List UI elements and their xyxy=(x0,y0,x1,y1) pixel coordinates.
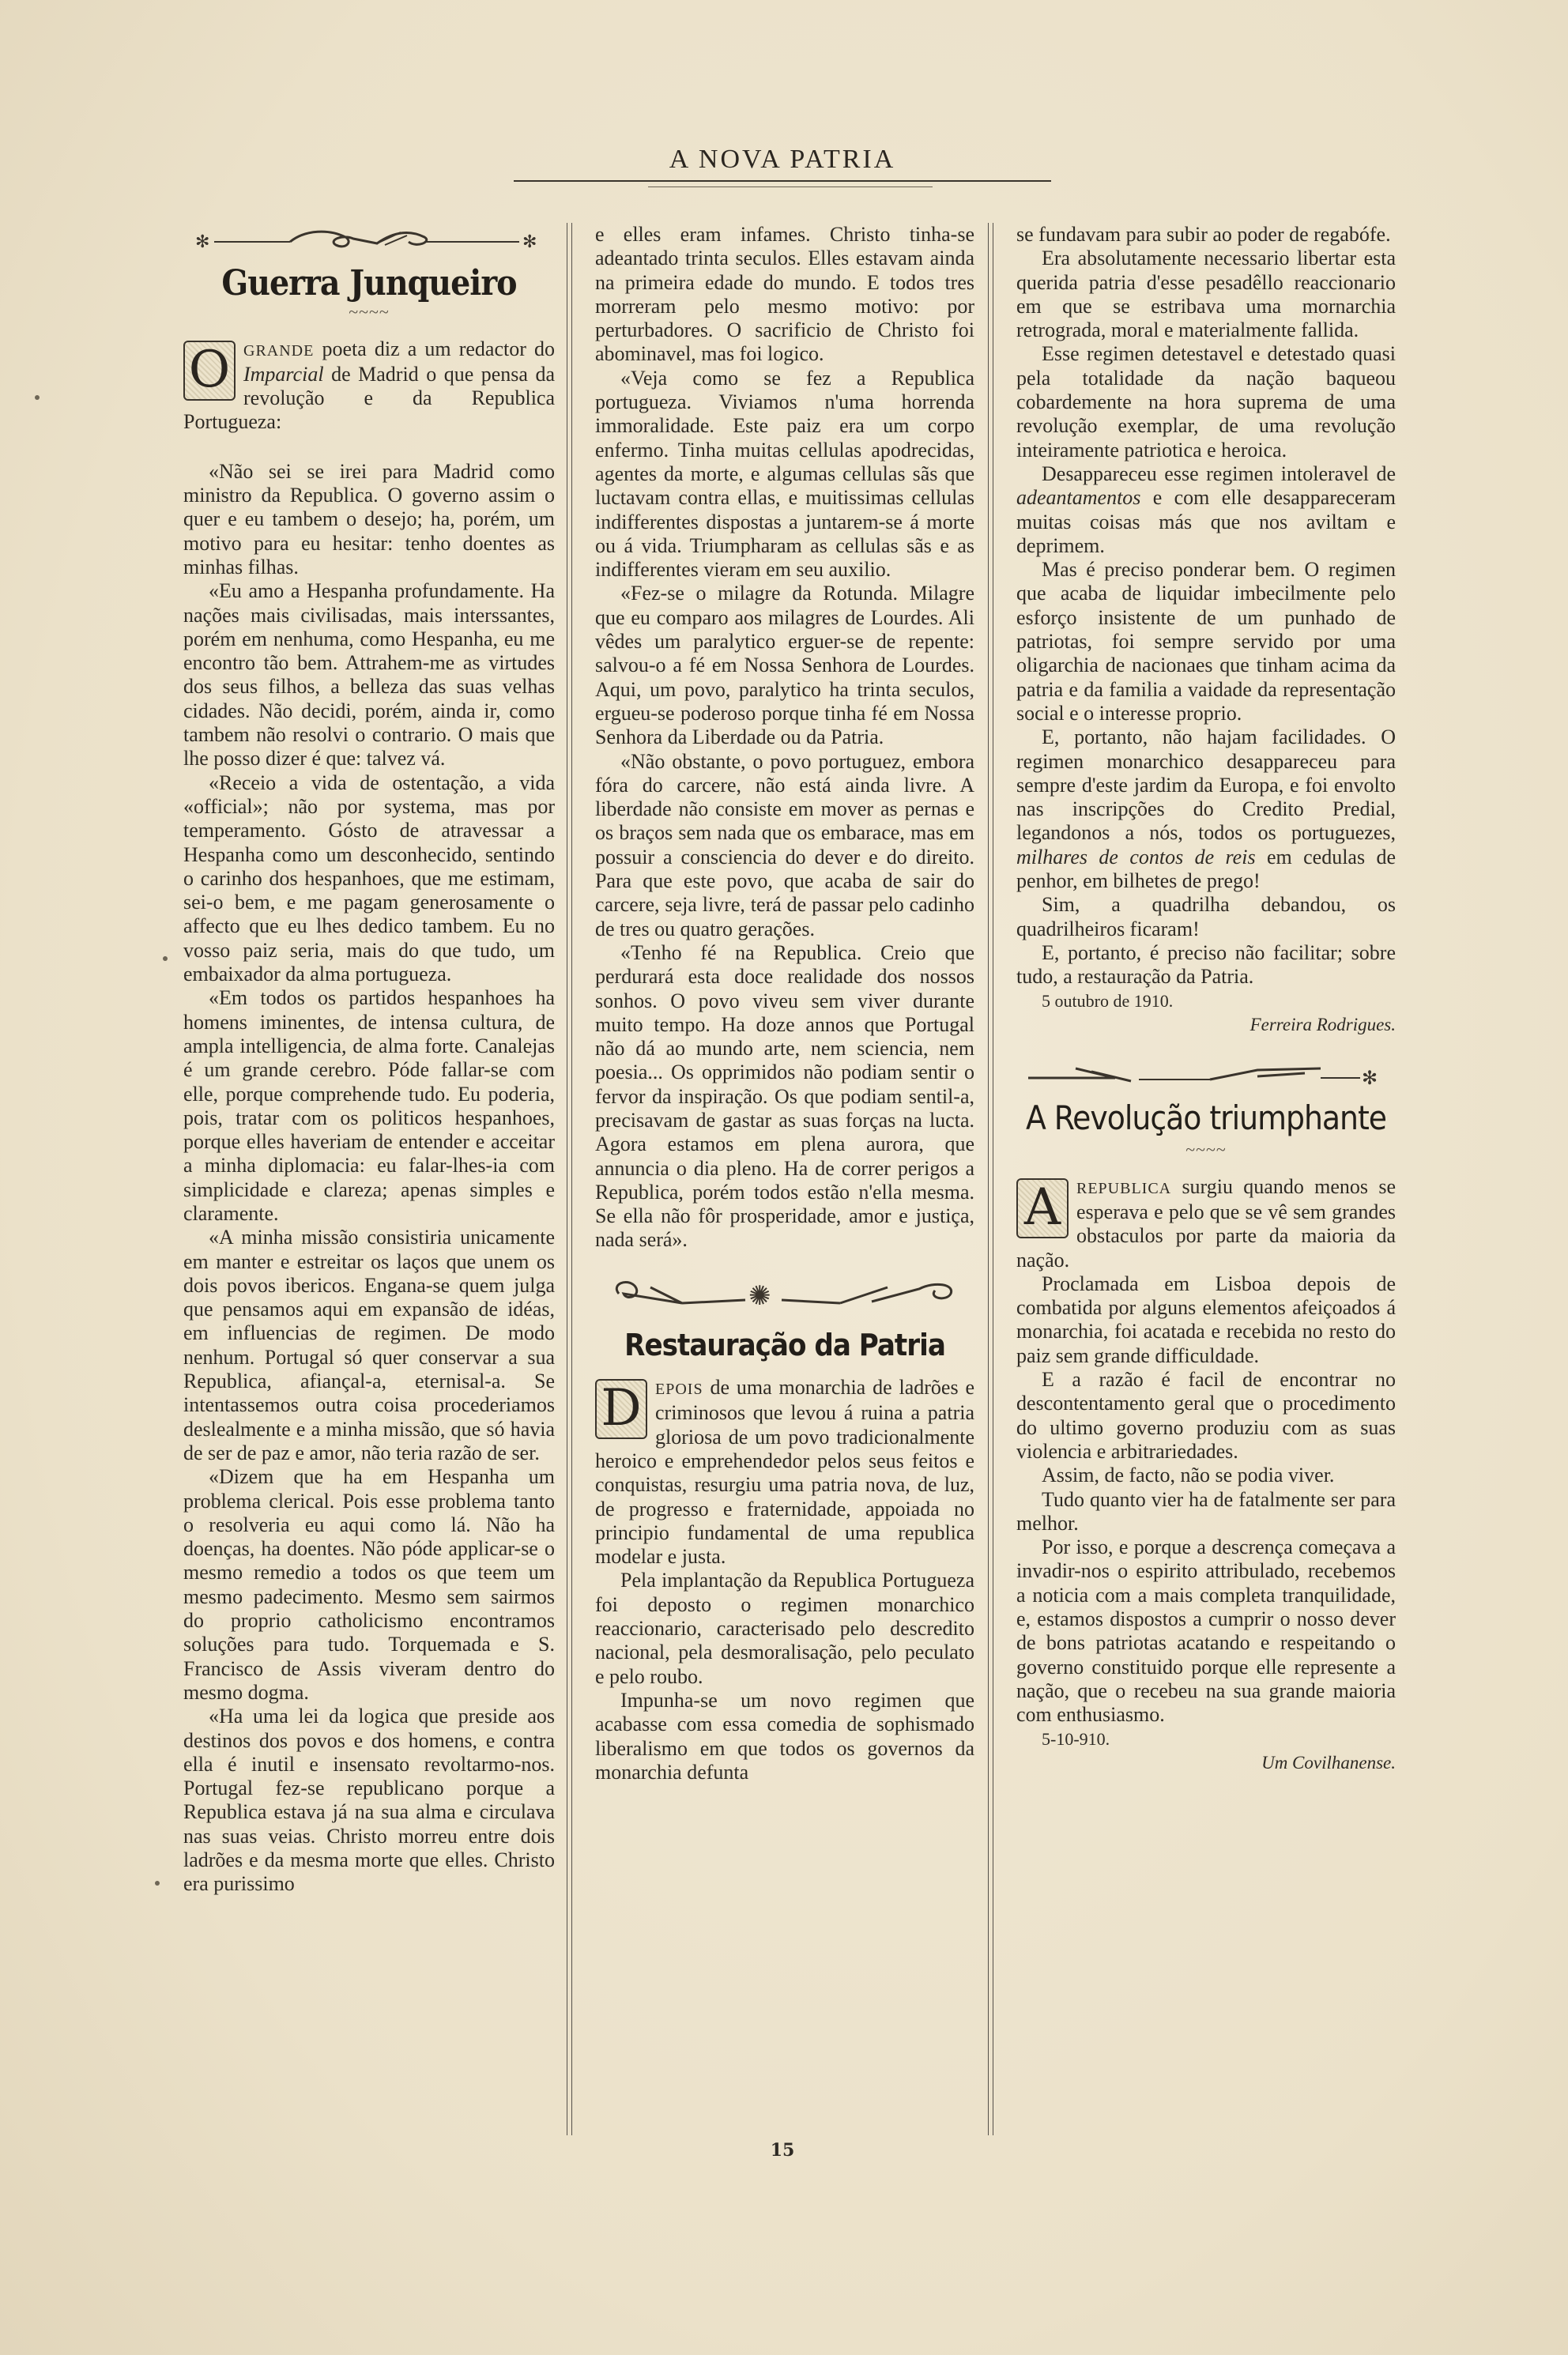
running-header-title: A NOVA PATRIA xyxy=(669,145,896,174)
drop-cap: A xyxy=(1016,1178,1069,1238)
paragraph: «Não sei se irei para Madrid como ministro da Republica. O governo assim o quer e eu tambem o desejo; ha, porém, um motivo para eu hesitar: tenho doentes as minhas filhas. xyxy=(183,459,555,578)
column-3 xyxy=(1016,223,1396,1775)
paragraph: Por isso, e porque a descrença começava a invadir-nos o espirito attribulado, recebemos a noticia com a mais completa tranquilidade, e, estamos dispostos a cumprir o nosso dever de bons patriotas acatando e respeitando o governo constituido porque elle represente a nação, que o recebeu na sua grande maioria com enthusiasmo. xyxy=(1016,1535,1396,1727)
article-title-revolucao: A Revolução triumphante xyxy=(1025,1098,1387,1138)
paragraph: Impunha-se um novo regimen que acabasse com essa comedia de sophismado liberalismo em que todos os governos da monarchia defunta xyxy=(595,1688,974,1784)
paragraph xyxy=(1016,725,1396,893)
drop-cap: D xyxy=(595,1379,647,1439)
column-2 xyxy=(595,223,974,1784)
paragraph: «Dizem que ha em Hespanha um problema clerical. Pois esse problema tanto o resolveria eu aqui como lá. Não ha doenças, ha doentes. Não póde applicar-se o mesmo remedio a todos os que teem um mesmo padecimento. Mesmo sem sairmos do proprio catholicismo encontramos soluções para tudo. Torquemada e S. Francisco de Assis viveram dentro do mesmo dogma. xyxy=(183,1465,555,1704)
article-title-guerra-junqueiro: Guerra Junqueiro xyxy=(221,263,517,303)
paragraph: «Em todos os partidos hespanhoes ha homens iminentes, de intensa cultura, de ampla intelligencia, de alma forte. Canalejas é um grande cerebro. Póde fallar-se com elle, porque comprehende tudo. Eu poderia, pois, tratar com os politicos hespanhoes, porque elles haveriam de entender e acceitar a minha diplomacia: eu falar-lhes-ia com simplicidade e clareza; apenas simples e claramente. xyxy=(183,986,555,1225)
article2-intro xyxy=(595,1376,974,1569)
paragraph: se fundavam para subir ao poder de regabófe. xyxy=(1016,223,1391,246)
article-date: 5 outubro de 1910. xyxy=(1042,990,1174,1011)
intro-small-caps: REPUBLICA xyxy=(1076,1179,1172,1197)
paragraph: «Receio a vida de ostentação, a vida «official»; não por systema, mas por temperamento. Gósto de atravessar a Hespanha como um desconhecido, sentindo o carinho dos hespanhoes, que me estimam, sei-o bem, e me pagam generosamente o affecto que eu lhes dedico tambem. Eu no vosso paiz seria, mais do que tudo, um embaixador da alma portugueza. xyxy=(183,771,555,986)
column-rule xyxy=(571,223,572,2135)
paragraph: E a razão é facil de encontrar no descontentamento geral que o procedimento do ultimo governo produziu com as suas violencia e arbitrariedades. xyxy=(1016,1368,1396,1463)
ornament-flourish-icon xyxy=(1020,1059,1392,1091)
article3-intro xyxy=(1016,1175,1396,1272)
paragraph-text: E, portanto, não hajam facilidades. O regimen monarchico desappareceu para sempre d'este jardim da Europa, e foi envolto nas inscripções do Credito Predial, legandonos a nós, todos os portuguezes, xyxy=(1016,725,1396,845)
title-tilde-ornament: ~~~~ xyxy=(349,302,390,322)
intro-small-caps: GRANDE xyxy=(243,341,315,360)
paragraph: Assim, de facto, não se podia viver. xyxy=(1042,1464,1335,1487)
column-rule xyxy=(988,223,989,2135)
intro-text: poeta diz a um redactor do xyxy=(314,337,555,360)
paragraph: «A minha missão consistiria unicamente em manter e estreitar os laços que unem os dois povos ibericos. Engana-se quem julga que pensamos aqui em expansão de idéas, em influencias de regimen. De modo nenhum. Portugal só quer conservar a sua Republica, afiançal-a, eternisal-a. Se intentassemos outra coisa procederiamos deslealmente e a minha missão, que só havia de ser de paz e amor, não teria razão de ser. xyxy=(183,1226,555,1464)
paper-speck xyxy=(163,956,168,961)
paragraph xyxy=(1016,462,1396,558)
paragraph: Esse regimen detestavel e detestado quasi pela totalidade da nação baqueou cobardemente na hora suprema de uma revolução exemplar, de uma revolução inteiramente patriotica e heroica. xyxy=(1016,342,1396,462)
page-number: 15 xyxy=(770,2140,795,2161)
paragraph: «Eu amo a Hespanha profundamente. Ha nações mais civilisadas, mais interssantes, porém em nenhuma, como Hespanha, eu me encontro tão bem. Attrahem-me as virtudes dos seus filhos, a belleza das suas velhas cidades. Não decidi, porém, ainda ir, como tambem não resolvi o contrario. O mais que lhe posso dizer é que: talvez vá. xyxy=(183,579,555,771)
paragraph-text: Desappareceu esse regimen intoleravel de xyxy=(1042,462,1396,485)
ornament-flourish-icon xyxy=(195,226,543,258)
paragraph: Mas é preciso ponderar bem. O regimen que acaba de liquidar imbecilmente pelo esforço insistente de um punhado de patriotas, foi sempre servido por uma oligarchia de nacionaes que tinham acima da patria e da familia a vaidade da representação social e o interesse proprio. xyxy=(1016,558,1396,725)
paragraph-text: e com elle desappareceram muitas coisas más que nos aviltam e deprimem. xyxy=(1016,486,1396,557)
paragraph: «Veja como se fez a Republica portugueza. Viviamos n'uma horrenda immoralidade. Este paiz era um corpo enfermo. Tinha muitas cellulas apodrecidas, agentes da morte, e algumas cellulas sãs que luctavam contra ellas, e muitissimas cellulas indifferentes dispostas a juntarem-se á morte ou á vida. Triumpharam as cellulas sãs e as indifferentes vieram em seu auxilio. xyxy=(595,366,974,582)
paragraph: Proclamada em Lisboa depois de combatida por alguns elementos afeiçoados á monarchia, foi acatada e recebida no resto do paiz sem grande difficuldade. xyxy=(1016,1272,1396,1367)
paragraph: Sim, a quadrilha debandou, os quadrilheiros ficaram! xyxy=(1016,893,1396,940)
svg-text:✺: ✺ xyxy=(748,1281,771,1311)
intro-small-caps: EPOIS xyxy=(655,1381,703,1399)
intro-text: de Madrid o que pensa da revolução e da Republica Portugueza: xyxy=(183,362,555,434)
paragraph: e elles eram infames. Christo tinha-se adeantado trinta seculos. Elles estavam ainda na primeira edade do mundo. E todos tres morreram pelo mesmo motivo: por perturbadores. O sacrificio de Christo foi abominavel, mas foi logico. xyxy=(595,223,974,366)
paragraph-emphasis: milhares de contos de reis xyxy=(1016,845,1256,869)
title-tilde-ornament: ~~~~ xyxy=(1185,1140,1227,1160)
paragraph-emphasis: adeantamentos xyxy=(1016,486,1141,510)
svg-text:✻: ✻ xyxy=(195,232,210,251)
column-1 xyxy=(183,223,555,1897)
article1-intro xyxy=(183,337,555,435)
paragraph: Pela implantação da Republica Portugueza foi deposto o regimen monarchico reaccionario, caracterisado pelo descredito nacional, pela desmoralisação, pelo peculato e pelo roubo. xyxy=(595,1569,974,1688)
paragraph: «Fez-se o milagre da Rotunda. Milagre que eu comparo aos milagres de Lourdes. Ali vêdes um paralytico erguer-se de repente: salvou-o a fé em Nossa Senhora de Lourdes. Aqui, um povo, paralytico ha trinta seculos, ergueu-se poderoso porque tinha fé em Nossa Senhora da Liberdade ou da Patria. xyxy=(595,582,974,749)
intro-text: surgiu quando menos se esperava e pelo que se vê sem grandes obstaculos por parte da maioria da nação. xyxy=(1016,1174,1396,1272)
article-signature: Ferreira Rodrigues. xyxy=(1250,1014,1396,1034)
svg-text:✻: ✻ xyxy=(1362,1068,1378,1090)
paragraph: «Ha uma lei da logica que preside aos destinos dos povos e dos homens, e contra ella é inutil e insensato revoltarmo-nos. Portugal fez-se republicano porque a Republica estava já na sua alma e circulava nas suas veias. Christo morreu entre dois ladrões e da mesma morte que elles. Christo era purissimo xyxy=(183,1705,555,1896)
svg-text:✻: ✻ xyxy=(522,232,537,251)
paper-speck xyxy=(155,1881,160,1886)
article-signature: Um Covilhanense. xyxy=(1261,1752,1396,1773)
intro-emphasis: Imparcial xyxy=(243,362,324,386)
article-title-restauracao: Restauração da Patria xyxy=(624,1327,945,1362)
drop-cap: O xyxy=(183,341,236,401)
article-date: 5-10-910. xyxy=(1042,1728,1110,1749)
intro-text: de uma monarchia de ladrões e criminosos que levou á ruina a patria gloriosa de um povo tradicionalmente heroico e emprehendedor pelos seus feitos e conquistas, resurgiu uma patria nova, de luz, de progresso e fraternidade, appoiada no principio fundamental de uma republica modelar e justa. xyxy=(595,1376,974,1569)
paragraph-text: em cedulas de penhor, em bilhetes de prego! xyxy=(1016,845,1396,893)
paragraph: Tudo quanto vier ha de fatalmente ser para melhor. xyxy=(1016,1487,1396,1535)
header-rule xyxy=(514,180,1051,182)
paragraph: Era absolutamente necessario libertar esta querida patria d'esse pesadêllo reaccionario em que se estribava uma mornarchia retrograda, moral e materialmente fallida. xyxy=(1016,247,1396,342)
paragraph: E, portanto, é preciso não facilitar; sobre tudo, a restauração da Patria. xyxy=(1016,940,1396,989)
ornament-flourish-icon xyxy=(603,1270,967,1317)
paragraph: «Tenho fé na Republica. Creio que perdurará esta doce realidade dos nossos sonhos. O povo viveu sem viver durante muito tempo. Ha doze annos que Portugal não dá ao mundo arte, nem sciencia, nem poesia... Os opprimidos não podiam sentir o fervor da inspiração. Os que podiam sentil-a, precisavam de gastar as suas forças na lucta. Agora estamos em plena aurora, que annuncia o dia pleno. Ha de correr perigos a Republica, porém todos estão n'ella mesma. Se ella não fôr prosperidade, amor e justiça, nada será». xyxy=(595,940,974,1252)
paragraph: «Não obstante, o povo portuguez, embora fóra do carcere, não está ainda livre. A liberdade não consiste em mover as pernas e os braços sem nada que os embarace, mas em possuir a consciencia do dever e do direito. Para que este povo, que acaba de sair do carcere, seja livre, terá de passar pelo cadinho de tres ou quatro gerações. xyxy=(595,749,974,940)
paper-speck xyxy=(35,395,40,400)
